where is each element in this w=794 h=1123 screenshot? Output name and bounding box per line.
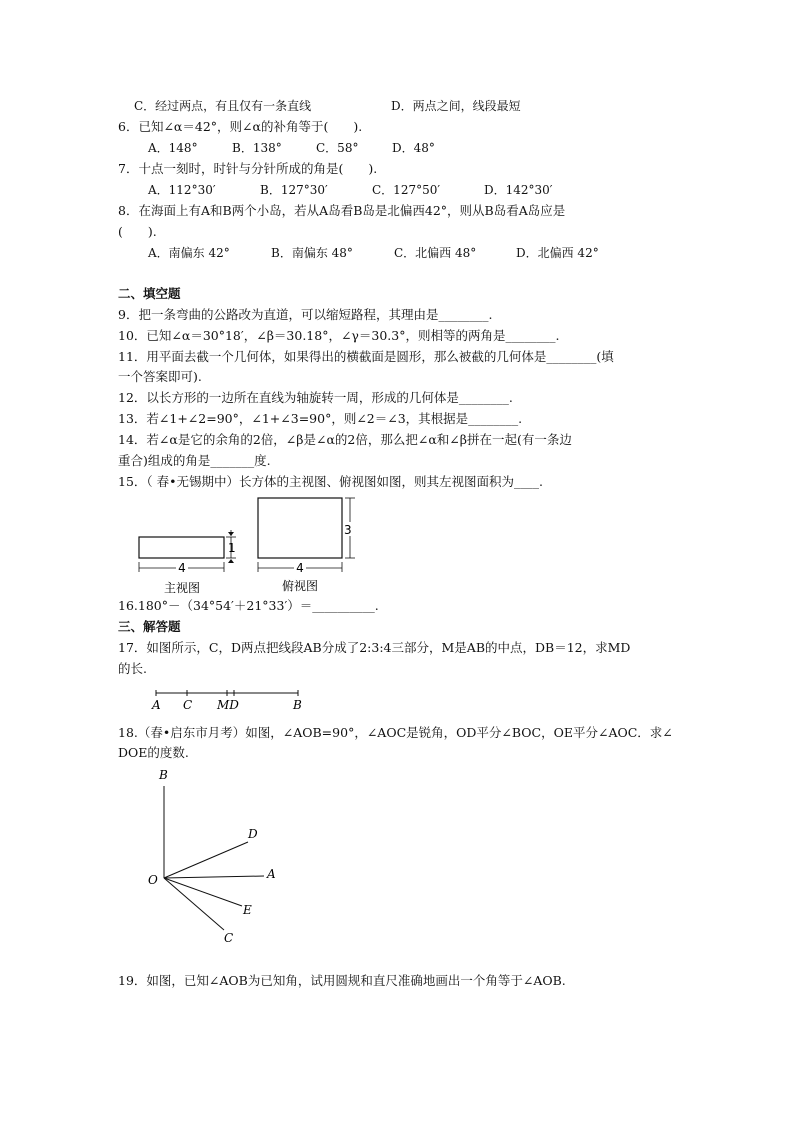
q5-option-c: C．经过两点，有且仅有一条直线: [134, 99, 312, 113]
q8-option-a: A．南偏东 42°: [148, 246, 230, 260]
q6-option-b: B．138°: [232, 141, 282, 155]
q18-angle-figure: [140, 764, 290, 950]
q8-option-c: C．北偏西 48°: [394, 246, 477, 260]
q15: 15．（ 春•无锡期中）长方体的主视图、俯视图如图，则其左视图面积为____.: [118, 474, 543, 489]
ray-od: [164, 842, 248, 878]
q7-option-d: D．142°30′: [484, 183, 553, 197]
point-c-label: C: [224, 931, 234, 945]
point-b-label: B: [159, 768, 168, 782]
q8-stem-line2: ( ).: [118, 224, 157, 239]
q17-line1: 17．如图所示，C，D两点把线段AB分成了2:3:4三部分，M是AB的中点，DB＝12，求MD: [118, 640, 631, 655]
top-height-label: 3: [344, 523, 352, 537]
ray-oe: [164, 878, 242, 906]
q14-line1: 14．若∠α是它的余角的2倍，∠β是∠α的2倍，那么把∠α和∠β拼在一起(有一条边: [118, 432, 572, 447]
point-a-label: A: [152, 698, 161, 712]
q6-option-c: C．58°: [316, 141, 359, 155]
main-view-rect: [139, 537, 224, 558]
q17-segment-figure: [150, 688, 310, 712]
q16: 16.180°－（34°54′＋21°33′）＝__________.: [118, 598, 379, 613]
q17-line2: 的长.: [118, 661, 147, 676]
main-height-label: 1: [228, 541, 236, 555]
q13: 13．若∠1+∠2=90°，∠1+∠3=90°，则∠2＝∠3，其根据是________.: [118, 411, 523, 426]
top-width-label: 4: [296, 561, 304, 575]
top-view-rect: [258, 498, 342, 558]
ray-oa: [164, 876, 264, 878]
q6-stem: 6．已知∠α＝42°，则∠α的补角等于( ).: [118, 119, 363, 134]
point-o-label: O: [148, 873, 158, 887]
q11-line2: 一个答案即可).: [118, 369, 202, 384]
q6-option-a: A．148°: [148, 141, 198, 155]
q6-option-d: D．48°: [392, 141, 435, 155]
q8-option-b: B．南偏东 48°: [271, 246, 353, 260]
section-solve-heading: 三、解答题: [118, 619, 181, 634]
point-c-label: C: [183, 698, 193, 712]
q14-line2: 重合)组成的角是_______度.: [118, 453, 271, 468]
q12: 12．以长方形的一边所在直线为轴旋转一周，形成的几何体是________.: [118, 390, 513, 405]
q19: 19．如图，已知∠AOB为已知角，试用圆规和直尺准确地画出一个角等于∠AOB.: [118, 973, 566, 988]
point-e-label: E: [243, 903, 252, 917]
point-a-label: A: [267, 867, 276, 881]
main-width-label: 4: [178, 561, 186, 575]
q18-line2: DOE的度数.: [118, 745, 189, 760]
q5-option-d: D．两点之间，线段最短: [391, 99, 521, 113]
q7-option-b: B．127°30′: [260, 183, 328, 197]
point-d-label: D: [248, 827, 258, 841]
q8-option-d: D．北偏西 42°: [516, 246, 599, 260]
q7-option-a: A．112°30′: [148, 183, 216, 197]
q7-option-c: C．127°50′: [372, 183, 441, 197]
q18-line1: 18.（春•启东市月考）如图，∠AOB=90°，∠AOC是锐角，OD平分∠BOC，OE平分∠AOC．求∠: [118, 725, 673, 740]
section-fill-in-heading: 二、填空题: [118, 286, 181, 301]
q8-stem-line1: 8．在海面上有A和B两个小岛，若从A岛看B岛是北偏西42°，则从B岛看A岛应是: [118, 203, 566, 218]
q15-figure: [132, 494, 362, 596]
point-b-label: B: [293, 698, 302, 712]
point-md-label: MD: [217, 698, 239, 712]
q9: 9．把一条弯曲的公路改为直道，可以缩短路程，其理由是________.: [118, 307, 493, 322]
ray-oc: [164, 878, 224, 930]
q7-stem: 7．十点一刻时，时针与分针所成的角是( ).: [118, 161, 378, 176]
q11-line1: 11．用平面去截一个几何体，如果得出的横截面是圆形，那么被截的几何体是________(填: [118, 349, 614, 364]
main-view-caption: 主视图: [163, 581, 201, 595]
top-view-caption: 俯视图: [281, 579, 319, 593]
q10: 10．已知∠α＝30°18′，∠β＝30.18°，∠γ＝30.3°，则相等的两角是________.: [118, 328, 560, 343]
